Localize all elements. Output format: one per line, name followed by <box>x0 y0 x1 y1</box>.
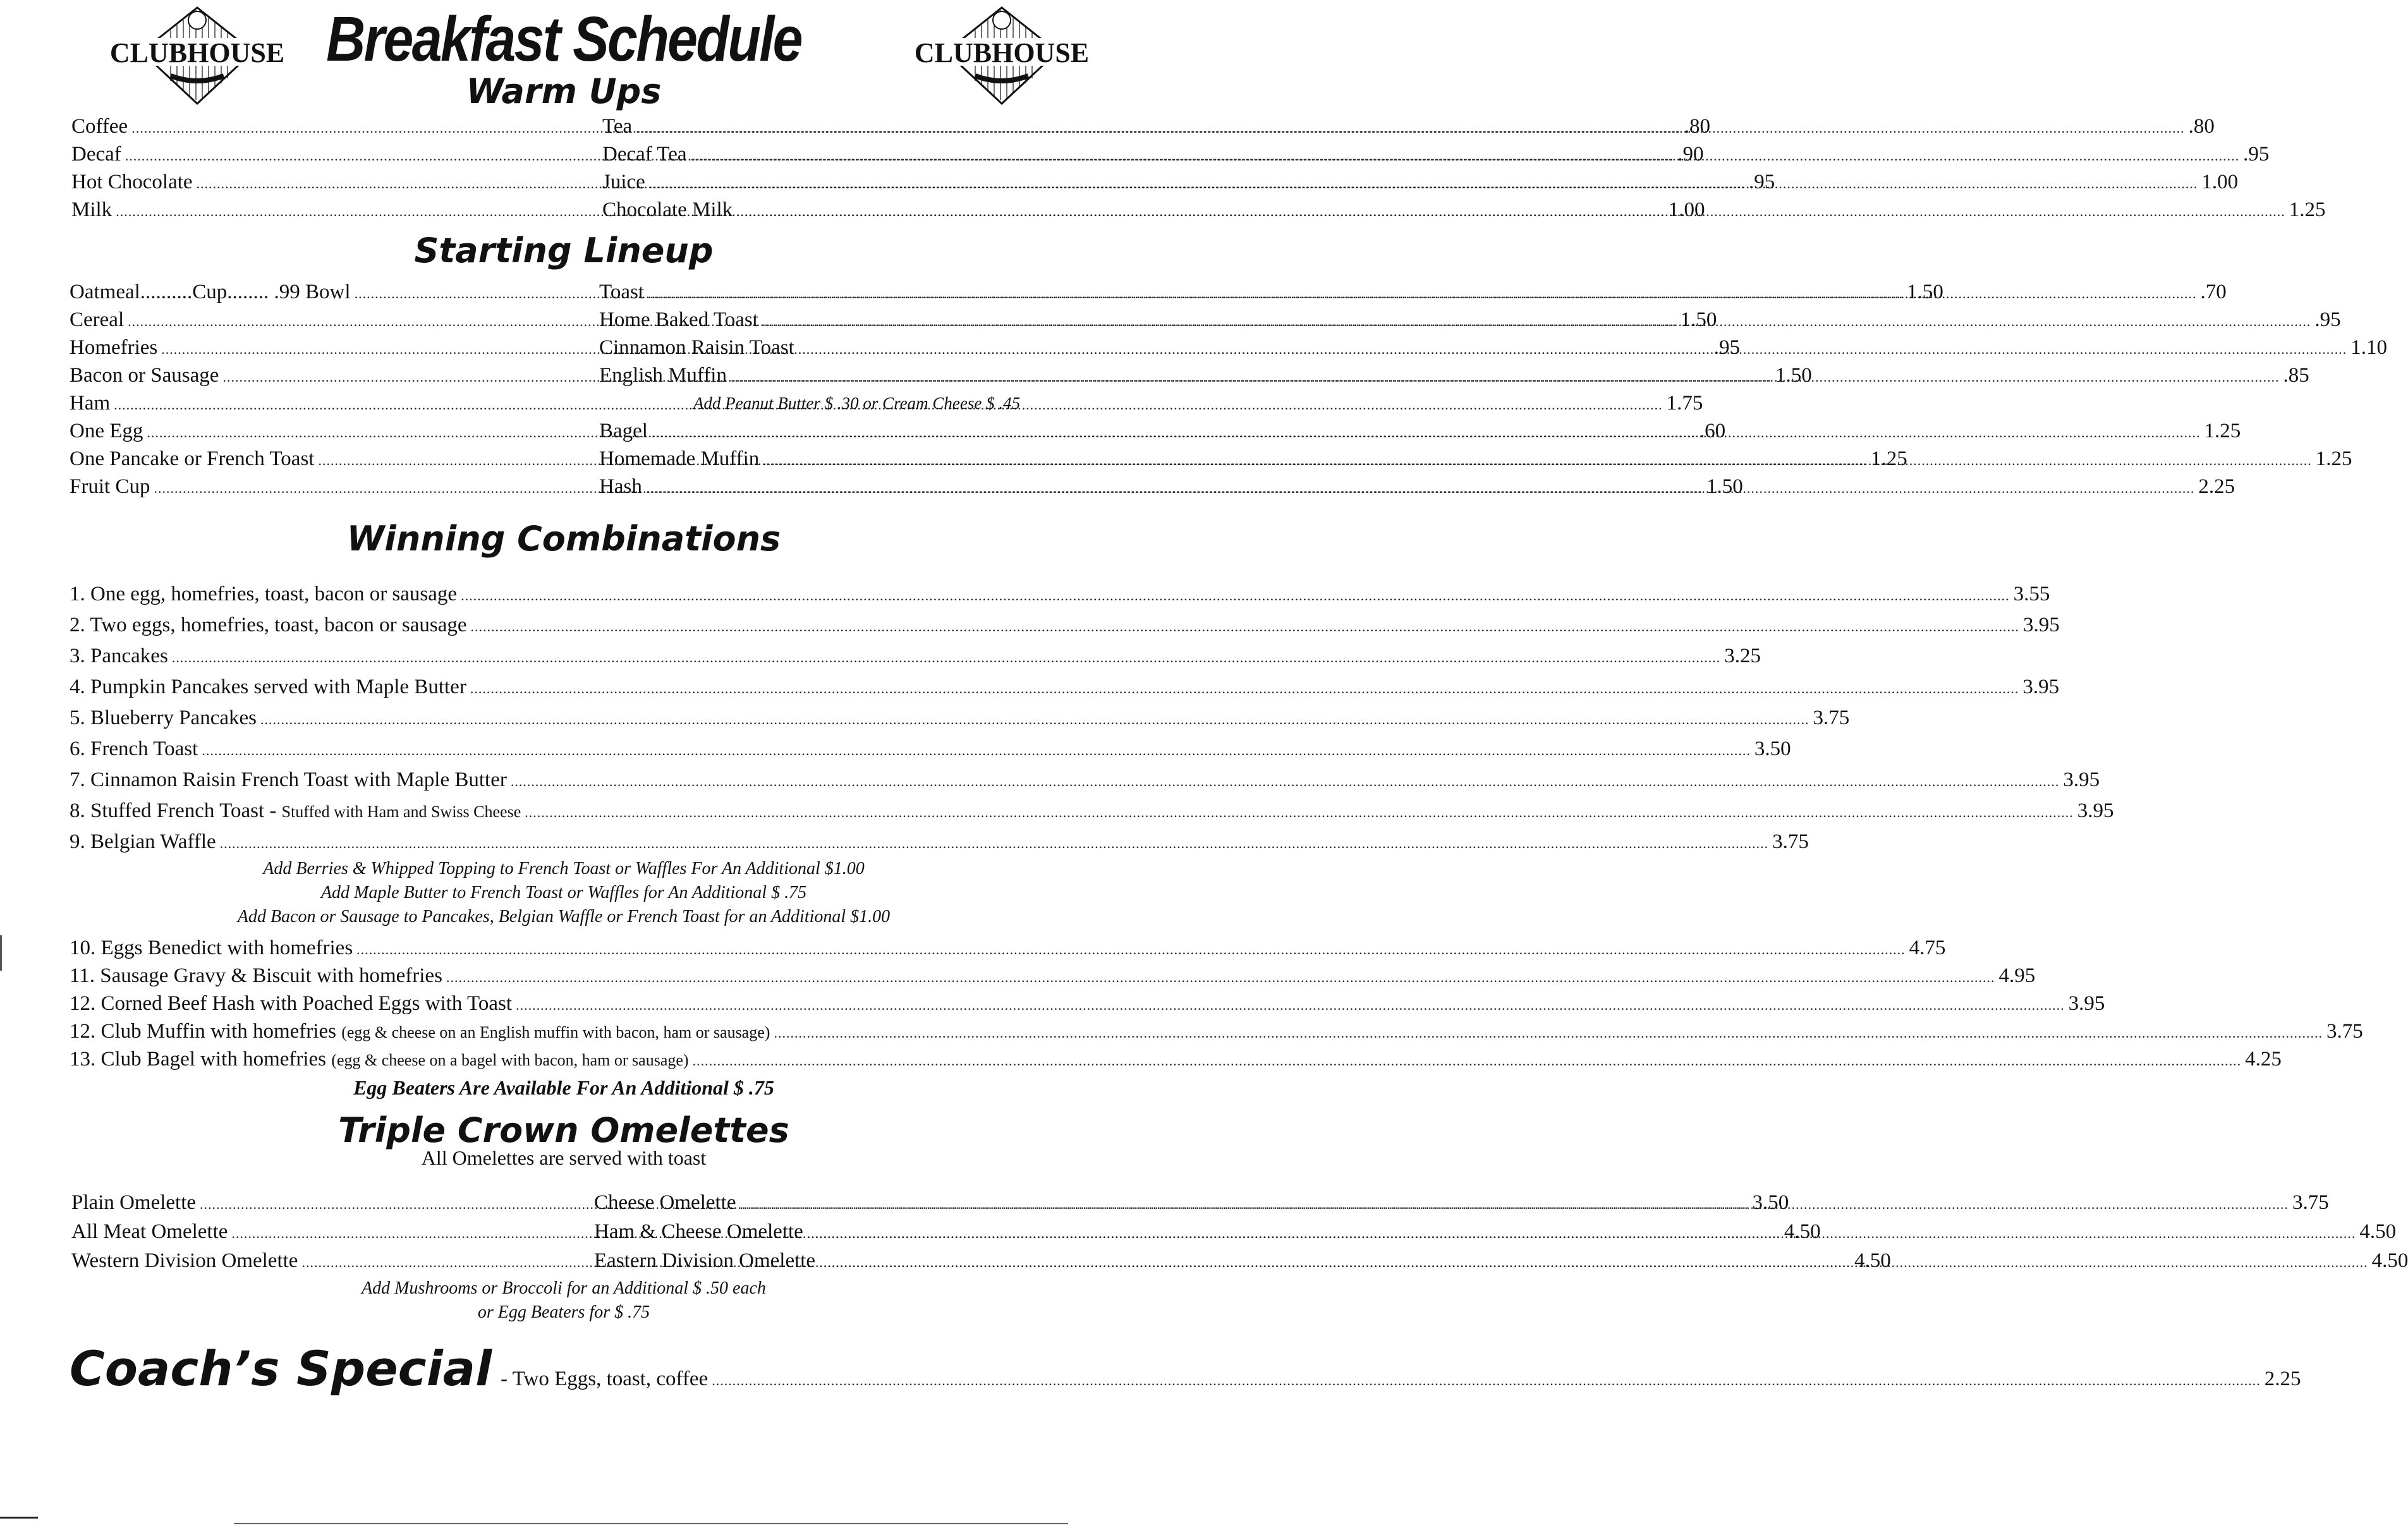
menu-item-price: .60 <box>1699 420 1726 442</box>
menu-item-name <box>602 140 687 168</box>
dot-leader <box>798 336 2347 363</box>
omelettes-heading: Triple Crown Omelettes <box>338 1110 789 1150</box>
menu-item-price: 4.25 <box>2245 1048 2282 1071</box>
menu-item <box>70 990 2105 1017</box>
menu-item <box>70 703 1850 734</box>
menu-item-label: One Pancake or French Toast <box>70 447 315 470</box>
menu-item-price: 3.25 <box>1724 645 1761 667</box>
menu-item-label: Cinnamon Raisin Toast <box>599 336 794 359</box>
dot-leader <box>712 1367 2261 1395</box>
dot-leader <box>649 170 2198 198</box>
dot-leader <box>691 142 2240 170</box>
dot-leader <box>693 1047 2242 1075</box>
menu-item-label: Decaf Tea <box>602 143 687 166</box>
menu-item <box>70 962 2036 990</box>
menu-item-price: 1.50 <box>1706 475 1743 498</box>
dot-leader <box>172 642 1721 673</box>
menu-item-name <box>70 334 157 361</box>
menu-item-price: 1.50 <box>1775 364 1812 387</box>
menu-item-name <box>70 389 110 417</box>
menu-note-text: Add Peanut Butter $ .30 or Cream Cheese $ .45 <box>693 394 1021 413</box>
menu-item-price: 3.75 <box>1813 707 1850 729</box>
menu-item-label: 1. One egg, homefries, toast, bacon or sausage <box>70 583 458 605</box>
dot-leader <box>636 114 2185 142</box>
menu-item-price: 1.10 <box>2350 336 2387 359</box>
menu-item-name <box>70 990 512 1017</box>
menu-item-name <box>594 1217 803 1246</box>
menu-item-name <box>594 1188 736 1217</box>
menu-item <box>599 445 2352 473</box>
menu-item-name <box>70 1045 689 1074</box>
menu-item-name <box>599 445 759 473</box>
logo-text: CLUBHOUSE <box>914 37 1090 68</box>
menu-item-price: 4.50 <box>1784 1220 1821 1243</box>
menu-item-price: .80 <box>1684 115 1710 138</box>
note-bacon-sausage: Add Bacon or Sausage to Pancakes, Belgian Waffle or French Toast for an Additional $1.00 <box>237 907 891 926</box>
menu-item-name <box>70 672 466 703</box>
menu-item-label: 9. Belgian Waffle <box>70 830 216 853</box>
menu-item-price: 2.25 <box>2198 475 2235 498</box>
menu-item-name <box>70 934 353 962</box>
menu-item-name <box>71 1217 228 1246</box>
menu-item-price: 3.95 <box>2063 768 2100 791</box>
menu-item-name <box>602 168 645 196</box>
menu-item-label: 2. Two eggs, homefries, toast, bacon or sausage <box>70 614 467 636</box>
coach-special-description: - Two Eggs, toast, coffee <box>501 1368 708 1390</box>
menu-item-label: Hash <box>599 475 642 498</box>
dot-leader <box>736 198 2285 226</box>
menu-item-label: 5. Blueberry Pancakes <box>70 707 257 729</box>
menu-item-label: Bagel <box>599 420 648 442</box>
menu-item-price: 3.75 <box>1772 830 1809 853</box>
menu-item-label: 7. Cinnamon Raisin French Toast with Maple Butter <box>70 768 507 791</box>
menu-item-label: 6. French Toast <box>70 737 198 760</box>
menu-item-name <box>71 140 121 168</box>
menu-note <box>599 389 1114 417</box>
menu-item-name <box>599 417 648 445</box>
menu-item-name <box>70 765 507 796</box>
menu-item-price: 1.25 <box>2204 420 2241 442</box>
dot-leader <box>646 475 2195 502</box>
menu-item-price: 1.75 <box>1666 392 1703 415</box>
menu-item-label: Toast <box>599 281 645 303</box>
menu-item-name <box>599 306 758 334</box>
note-omelette-egg-beaters: or Egg Beaters for $ .75 <box>477 1302 650 1322</box>
menu-item-detail: (egg & cheese on an English muffin with bacon, ham or sausage) <box>341 1023 770 1041</box>
menu-item-name <box>71 196 112 224</box>
combination-notes <box>0 857 1128 929</box>
menu-item-price: 3.95 <box>2023 614 2060 636</box>
menu-item-name <box>70 827 216 858</box>
menu-item-price: 1.25 <box>2315 447 2352 470</box>
menu-item <box>70 934 1946 962</box>
menu-item-price: .95 <box>1749 171 1775 193</box>
menu-item-price: 3.95 <box>2077 799 2114 822</box>
menu-item-price: 4.75 <box>1909 937 1946 959</box>
menu-item <box>70 672 2060 703</box>
dot-leader <box>652 419 2201 447</box>
menu-item-price: 3.50 <box>1754 737 1791 760</box>
menu-item-name <box>599 334 794 361</box>
menu-item-label: Homefries <box>70 336 158 359</box>
menu-item-label: 11. Sausage Gravy & Biscuit with homefries <box>70 964 442 987</box>
coach-special-row <box>501 1365 2301 1393</box>
menu-item-name <box>70 361 219 389</box>
page-title: Breakfast Schedule <box>326 4 801 75</box>
menu-item <box>594 1217 2397 1246</box>
menu-item-label: Ham <box>70 392 111 415</box>
menu-item-label: Tea <box>602 115 633 138</box>
menu-item-price: 4.95 <box>1998 964 2036 987</box>
menu-item-label: Coffee <box>71 115 128 138</box>
menu-item-detail: Stuffed with Ham and Swiss Cheese <box>281 803 521 821</box>
menu-item-label: Cereal <box>70 308 125 331</box>
dot-leader <box>731 363 2280 391</box>
menu-item-name <box>70 734 198 765</box>
dot-leader <box>260 704 1809 735</box>
menu-item-name <box>599 361 727 389</box>
menu-item-name <box>70 610 467 641</box>
menu-item-label: Juice <box>602 171 645 193</box>
menu-item-name <box>70 703 257 734</box>
scan-artifact <box>0 935 2 971</box>
menu-item-price: 1.00 <box>1668 198 1705 221</box>
menu-item-name <box>70 1017 770 1047</box>
warm-ups-heading: Warm Ups <box>466 71 662 111</box>
menu-item-price: 3.95 <box>2022 676 2060 698</box>
menu-item-price: 3.75 <box>2326 1020 2363 1043</box>
winning-combinations-list-2 <box>70 934 2363 1073</box>
dot-leader <box>648 280 2197 308</box>
dot-leader <box>220 828 1769 859</box>
egg-beaters-note: Egg Beaters Are Available For An Additional $ .75 <box>353 1076 774 1099</box>
menu-item-label: Homemade Muffin <box>599 447 760 470</box>
dot-leader <box>740 1190 2289 1219</box>
menu-item-price: 4.50 <box>1854 1249 1891 1272</box>
winning-combinations-list <box>70 579 2114 858</box>
omelettes-subheading: All Omelettes are served with toast <box>421 1146 707 1169</box>
menu-item-price: 3.75 <box>2292 1191 2329 1214</box>
menu-item-name <box>71 168 193 196</box>
menu-item-price: .95 <box>2314 308 2341 331</box>
menu-item-name <box>594 1246 815 1275</box>
starting-lineup-heading: Starting Lineup <box>414 231 714 270</box>
note-maple-butter: Add Maple Butter to French Toast or Waffles for An Additional $ .75 <box>320 883 807 902</box>
menu-item-label: Cheese Omelette <box>594 1191 736 1214</box>
menu-item <box>602 112 2215 140</box>
menu-item-price: 4.50 <box>2371 1249 2408 1272</box>
menu-item <box>70 641 1761 672</box>
dot-leader <box>516 992 2065 1019</box>
dot-leader <box>202 735 1751 766</box>
dot-leader <box>461 580 2010 611</box>
dot-leader <box>763 447 2312 475</box>
menu-item-name <box>599 278 644 306</box>
menu-item <box>70 579 2050 610</box>
menu-item-name <box>70 306 124 334</box>
menu-item-label: Milk <box>71 198 112 221</box>
logo-text: CLUBHOUSE <box>109 37 285 68</box>
dot-leader <box>819 1248 2368 1277</box>
menu-item-price: 3.95 <box>2068 992 2105 1015</box>
dot-leader <box>774 1019 2323 1047</box>
menu-item-price: .90 <box>1677 143 1704 166</box>
menu-item-name <box>70 445 314 473</box>
menu-item <box>70 734 1791 765</box>
note-berries: Add Berries & Whipped Topping to French Toast or Waffles For An Additional $1.00 <box>263 859 865 878</box>
menu-item-price: .70 <box>2200 281 2227 303</box>
dot-leader <box>762 308 2311 336</box>
menu-item <box>70 1045 2282 1073</box>
menu-item-label: Ham & Cheese Omelette <box>594 1220 803 1243</box>
menu-item <box>70 610 2060 641</box>
note-mushrooms: Add Mushrooms or Broccoli for an Additional $ .50 each <box>362 1278 766 1298</box>
menu-item-name <box>70 417 143 445</box>
menu-item-detail: (egg & cheese on a bagel with bacon, ham or sausage) <box>331 1051 689 1069</box>
menu-item-label: 8. Stuffed French Toast - <box>70 799 282 822</box>
menu-item-label: Bacon or Sausage <box>70 364 219 387</box>
dot-leader <box>356 936 1906 964</box>
menu-item-price: 1.50 <box>1907 281 1943 303</box>
menu-item-price: 3.55 <box>2013 583 2050 605</box>
menu-item-price: .95 <box>2243 143 2270 166</box>
menu-item-name <box>602 196 733 224</box>
dot-leader <box>471 611 2020 642</box>
coach-special-title: Coach’s Special <box>70 1340 492 1397</box>
menu-item-price: .85 <box>2283 364 2309 387</box>
dot-leader <box>470 673 2019 704</box>
dot-leader <box>807 1219 2356 1248</box>
dot-leader <box>525 797 2074 828</box>
menu-item-price: 1.25 <box>2289 198 2326 221</box>
menu-item-label: 3. Pancakes <box>70 645 168 667</box>
menu-item-name <box>70 641 168 672</box>
menu-item-label: 13. Club Bagel with homefries <box>70 1048 332 1071</box>
menu-item <box>70 827 1809 858</box>
menu-item-label: Decaf <box>71 143 121 166</box>
menu-item-name <box>70 473 150 501</box>
menu-item-name <box>599 473 642 501</box>
menu-item-name <box>70 962 442 990</box>
menu-item <box>70 765 2100 796</box>
menu-item-name <box>70 579 457 610</box>
menu-item-label: 4. Pumpkin Pancakes served with Maple Butter <box>70 676 466 698</box>
menu-item-price: 1.25 <box>1870 447 1907 470</box>
dot-leader <box>511 766 2060 797</box>
dot-leader <box>446 964 1995 992</box>
menu-item-label: Western Division Omelette <box>71 1249 298 1272</box>
menu-item-label: One Egg <box>70 420 143 442</box>
menu-item-price: .95 <box>1713 336 1741 359</box>
menu-item <box>70 1017 2363 1045</box>
omelette-notes <box>0 1277 1128 1325</box>
menu-item-label: Plain Omelette <box>71 1191 197 1214</box>
winning-combinations-heading: Winning Combinations <box>346 519 781 559</box>
menu-item-label: Chocolate Milk <box>602 198 733 221</box>
menu-item-label: 10. Eggs Benedict with homefries <box>70 937 353 959</box>
menu-item-name <box>70 278 351 306</box>
menu-item-label: All Meat Omelette <box>71 1220 228 1243</box>
menu-item-label: Oatmeal..........Cup........ .99 Bowl <box>70 281 351 303</box>
menu-item-name <box>71 1246 298 1275</box>
menu-item <box>594 1246 2408 1275</box>
menu-item-label: 12. Club Muffin with homefries <box>70 1020 342 1043</box>
menu-item-price: 3.50 <box>1752 1191 1789 1214</box>
menu-item-price: 1.00 <box>2201 171 2239 193</box>
menu-item-label: Home Baked Toast <box>599 308 758 331</box>
menu-item-price: .80 <box>2188 115 2215 138</box>
menu-item-name <box>71 1188 196 1217</box>
menu-item-name <box>71 112 128 140</box>
menu-item-name <box>602 112 632 140</box>
menu-item-label: Eastern Division Omelette <box>594 1249 816 1272</box>
menu-item-price: 4.50 <box>2359 1220 2397 1243</box>
scan-artifact <box>234 1523 1068 1524</box>
coach-special-price: 2.25 <box>2264 1368 2301 1390</box>
menu-item-label: 12. Corned Beef Hash with Poached Eggs with Toast <box>70 992 513 1015</box>
menu-item-label: Hot Chocolate <box>71 171 193 193</box>
menu-item-label: Fruit Cup <box>70 475 150 498</box>
menu-item-label: English Muffin <box>599 364 727 387</box>
menu-item-price: 1.50 <box>1680 308 1717 331</box>
menu-item <box>70 796 2114 827</box>
scan-artifact <box>0 1517 38 1519</box>
menu-item-name <box>70 796 521 827</box>
